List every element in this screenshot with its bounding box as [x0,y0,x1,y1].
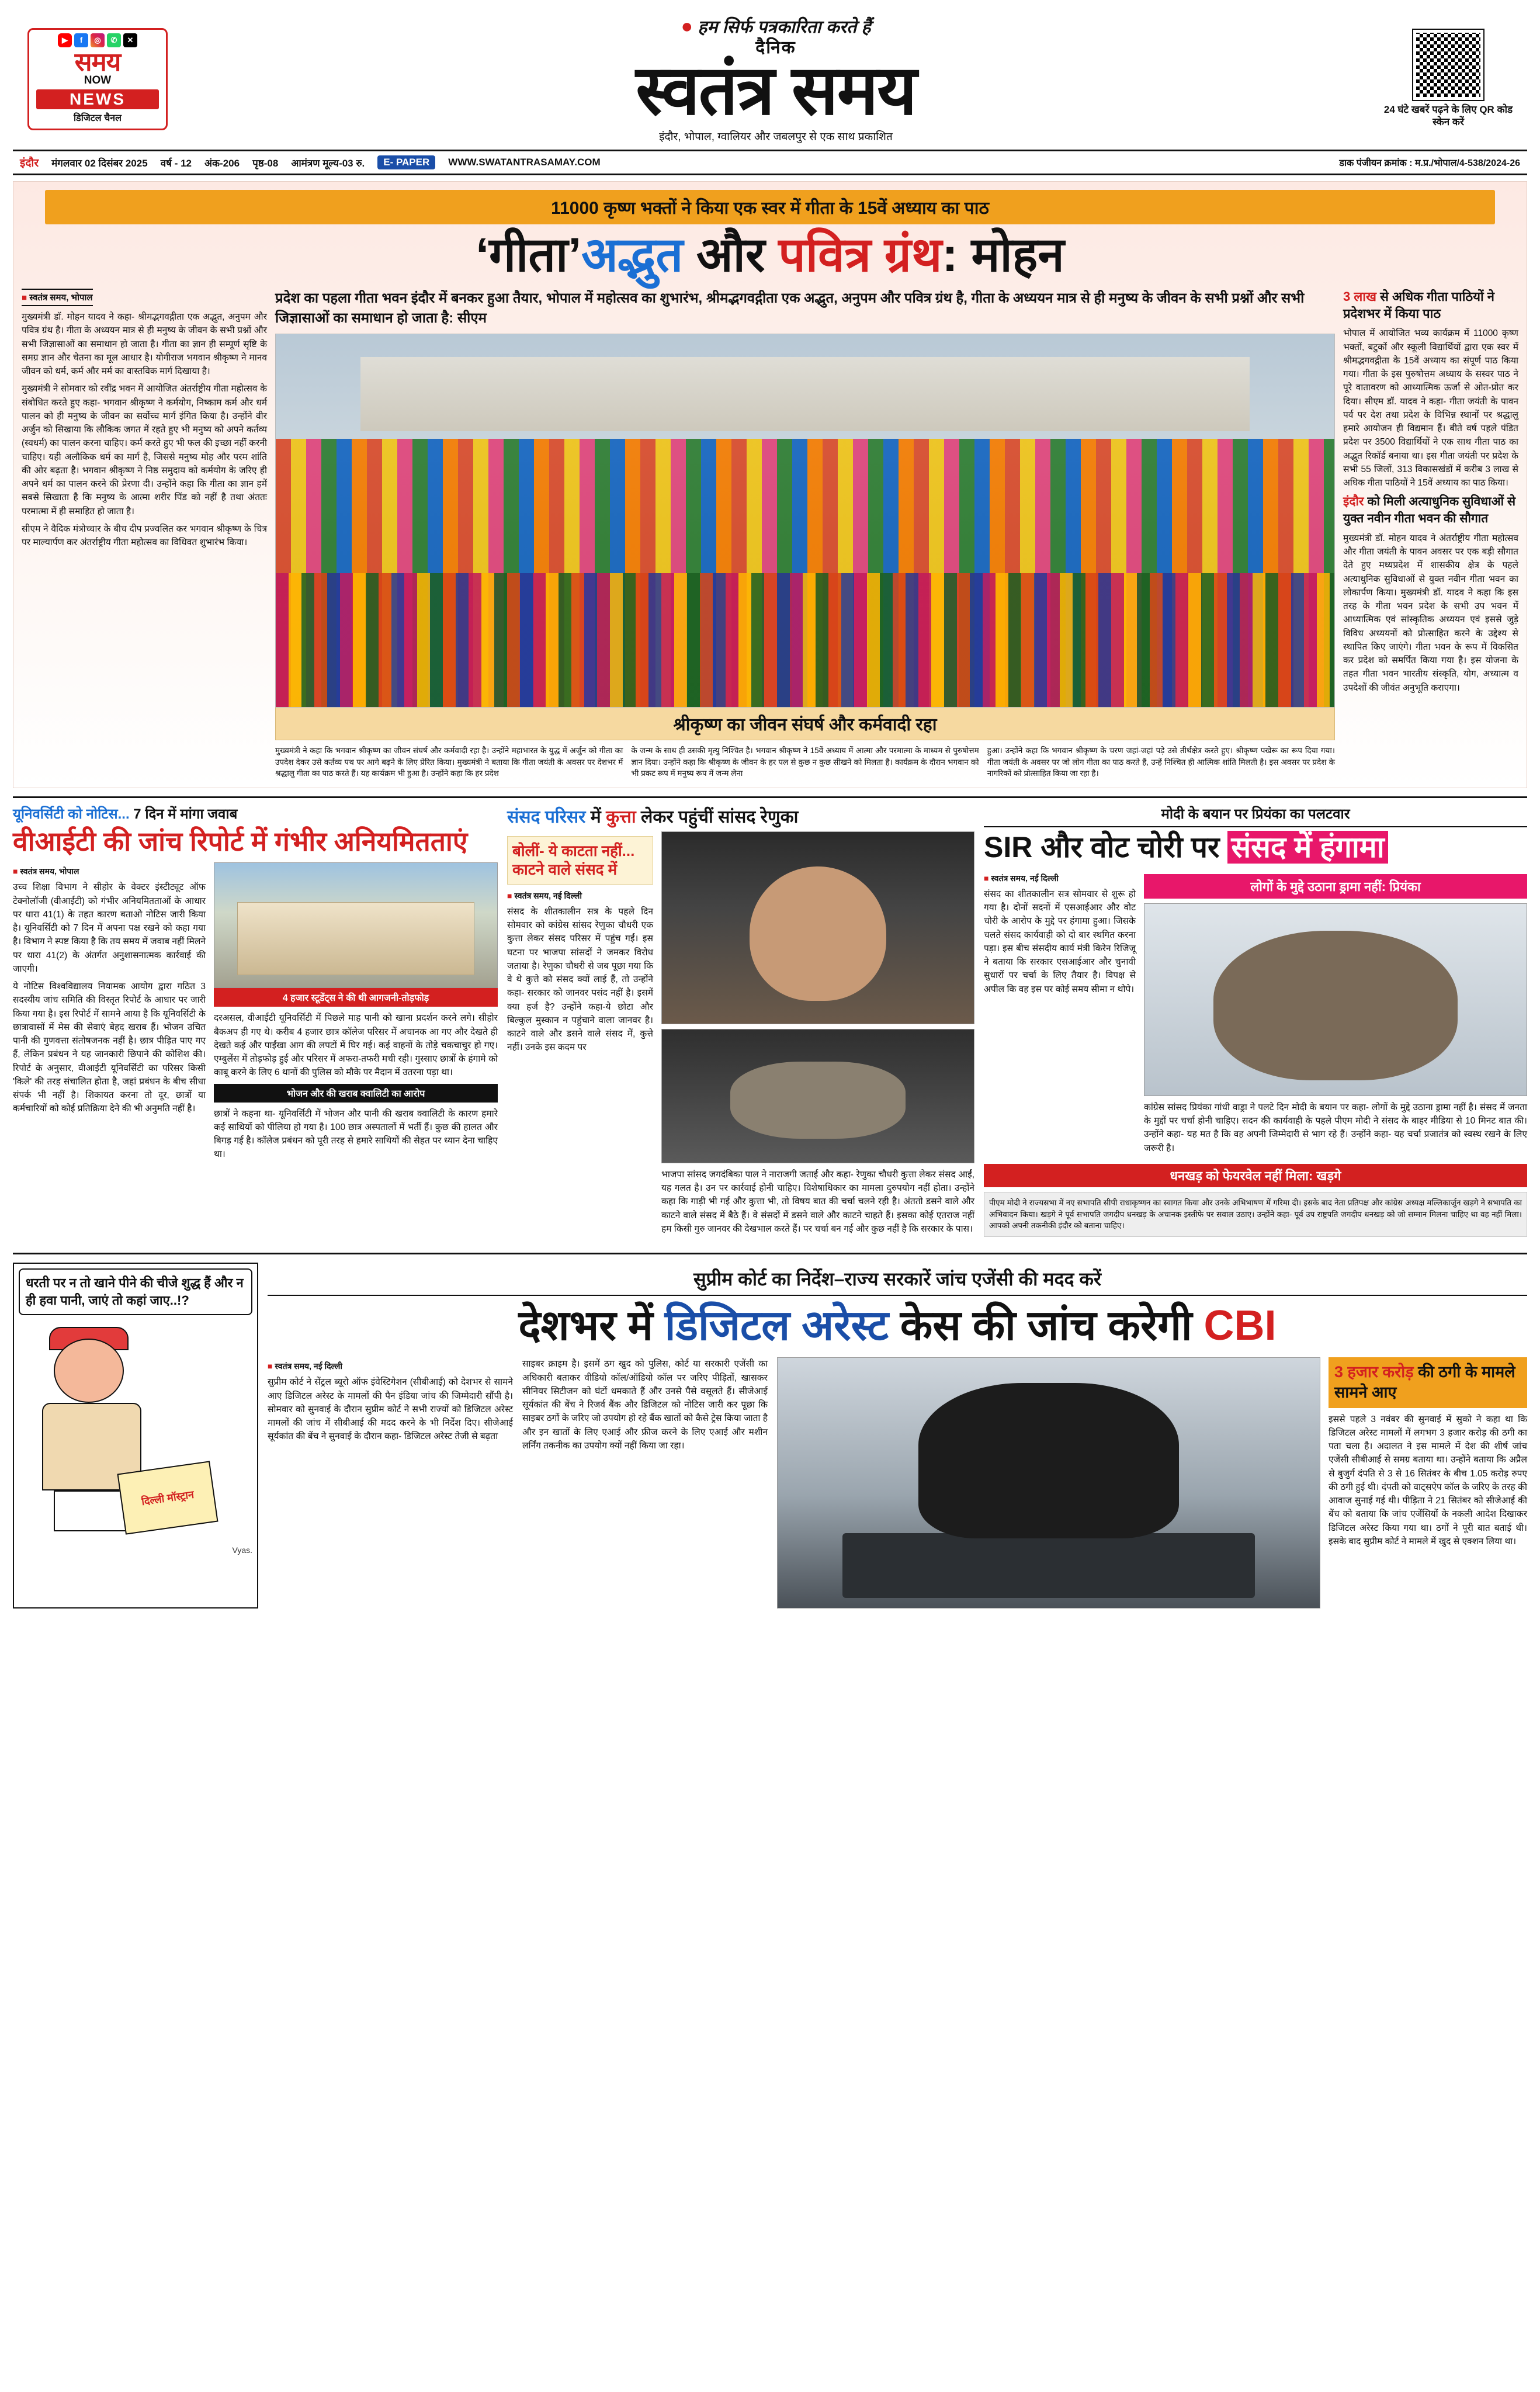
university-photo [214,862,498,988]
story-cbi-col-2 [522,1357,768,1608]
story-headline-part-2: और वोट चोरी पर [1032,830,1228,864]
lead-headline-part-1: ‘गीता’ [476,228,582,282]
lead-story [13,181,1527,788]
lead-headline-part-4: पवित्र ग्रंथ [778,228,942,282]
story-sir-parliament [984,804,1527,1244]
story-para: दरअसल, वीआईटी यूनिवर्सिटी में पिछले माह पानी को खाना प्रदर्शन करने लगे। सीहोर बैकअप ही गए थे। करीब 4 हजार छात्र कॉलेज परिसर में अचानक आ गए और देखते ही देखते कई और पाईंखा आग की लपटों में घिर गई। कई वाहनों के तोड़े चकचाचुर हो गए। एम्बुलेंस में तोड़फोड़ हुई और परिसर में अफरा-तफरी मची रही। गुस्साए छात्रों के हंगामे को काबू करने के लिए 6 थानों की पुलिस को मौके पर मैदान में उतरना पड़ा था। [214,1013,498,1078]
story-headline-part-4: CBI [1203,1302,1277,1350]
story-kicker-part-1: यूनिवर्सिटी को नोटिस... [13,806,130,822]
story-renuka-body [507,831,974,1240]
section-divider [13,796,1527,798]
logo-card [27,28,168,130]
story-headline [268,1303,1527,1349]
story-para: साइबर क्राइम है। इसमें ठग खुद को पुलिस, कोर्ट या सरकारी एजेंसी का अधिकारी बताकर वीडियो कॉल/ऑडियो कॉल पर जरिए पीड़ितों, खासकर सीनियर सिटीजन को घंटों धमकाते हैं और उनसे पैसे वसूलते हैं। सीजेआई सूर्यकांत की बेंच ने रिजर्व बैंक और डिजिटल को नोटिस जारी कर पूछा कि साइबर ठगों के जरिए जो उपयोग हो रहे बैंक खातों को कैसे ट्रेस किया जाता है और इन खातों के लिए एआई और फ्रीज करने के लिए एआई और मशीन लर्निंग तकनीक का उपयोग क्यों नहीं किया जा रहा। [522,1359,768,1451]
edition-city: इंदौर [20,157,39,169]
registration-number: डाक पंजीयन क्रमांक : म.प्र./भोपाल/4-538/2024-26 [1339,158,1520,168]
story-vit-body [13,862,498,1165]
lead-para: मुख्यमंत्री ने सोमवार को रवींद्र भवन में आयोजित अंतर्राष्ट्रीय गीता महोत्सव के संबोधित करते हुए कहा- भगवान श्रीकृष्ण ने कर्मयोग, निष्काम कर्म और धर्म पालन को ही मनुष्य के जीवन का सर्वोच्च मार्ग इंगित किया है। उन्होंने वीर अर्जुन को सिखाया कि लौकिक जगत में रहते हुए भी मनुष्य को अपने कर्तव्य (स्वधर्म) का पालन करना चाहिए। कर्म करते हुए भी फल की इच्छा नहीं करनी चाहिए। यही अलौकिक धर्म का मार्ग है, जिससे मनुष्य मोह और परम शांति की ओर बढ़ता है। भगवान श्रीकृष्ण ने निष्ठ समुदाय को कर्मयोग के जरिए ही अपने धर्म का पालन करने की प्रेरणा दी। उन्होंने कहा कि गीता का ज्ञान हमें सबसे सिखाता है कि मनुष्य के आत्मा शरीर पिंड को नहीं है तथा अंततः परमात्मा में ही समाहित हो जाता है। [22,384,267,516]
photo-caption-bar: 4 हजार स्टूडेंट्स ने की थी आगजनी-तोड़फोड़ [214,988,498,1007]
lead-photo-subtext-para: हुआ। उन्होंने कहा कि भगवान श्रीकृष्ण के चरण जहां-जहां पड़े उसे तीर्थक्षेत्र करते हुए। श्रीकृष्ण पखेरू का रूप दिया गया। गीता जयंती के अवसर पर जो लोग गीता का पाठ करते हैं, उन्हें निश्चित ही आत्मिक शांति मिलती है। इस अवसर पर प्रदेश के नागरिकों को प्रोत्साहित किया जा रहा है। [987,746,1335,778]
story-para: संसद का शीतकालीन सत्र सोमवार से शुरू हो गया है। दोनों सदनों में एसआईआर और वोट चोरी के आरोप के मुद्दे पर हंगामा हुआ। जिसके चलते संसद कार्यवाही को दो बार स्थगित करना पड़ा। इस बीच संसदीय कार्य मंत्री किरेन रिजिजू ने बताया कि सरकार एसआईआर और चुनावी सुधारों पर चर्चा के लिए तैयार है। विपक्ष से अपील कि वह इस पर कोई समय सीमा न थोपे। [984,889,1136,994]
lead-kicker-band: 11000 कृष्ण भक्तों ने किया एक स्वर में गीता के 15वें अध्याय का पाठ [45,190,1495,224]
lead-headline-part-3: और [683,228,779,282]
alert-caption-bar: भोजन और की खराब क्वालिटी का आरोप [214,1084,498,1103]
qr-block [1375,30,1521,129]
sub-band: लोगों के मुद्दे उठाना ड्रामा नहीं: प्रियंका [1144,874,1527,899]
story-cbi-sidebox [1329,1357,1527,1608]
story-kicker: मोदी के बयान पर प्रियंका का पलटवार [984,804,1527,827]
title-block [176,14,1375,144]
story-headline [984,831,1527,864]
lead-photo-subtext [275,745,1335,779]
lead-photo-caption: श्रीकृष्ण का जीवन संघर्ष और कर्मवादी रहा [275,708,1335,740]
cover-price: आमंत्रण मूल्य-03 रु. [291,157,365,169]
editorial-cartoon [13,1263,258,1608]
story-sir-body [984,869,1527,1159]
lead-headline [22,230,1518,280]
sidebox-subheadline-highlight: इंदौर [1343,495,1364,509]
pull-quote: बोलीं- ये काटता नहीं... काटने वाले संसद में [512,841,635,879]
lead-headline-part-2: अद्भुत [581,228,684,282]
byline: ■ स्वतंत्र समय, नई दिल्ली [984,873,1136,884]
sidebox-text: इससे पहले 3 नवंबर की सुनवाई में सुको ने कहा था कि डिजिटल अरेस्ट मामलों में लगभग 3 हजार करोड़ की ठगी का पता चला है। अदालत ने इस मामले में देश की शीर्ष जांच एजेंसी सीबीआई से समग्र बताया था। उन्होंने बताया कि अप्रैल से बुजुर्ग दंपति से 3 से 16 सितंबर के बीच 1.05 करोड़ रुपए की ठगी हुई थी। दंपती को वाट्सऐप कॉल के जरिए के तरह की आवाज सुनाई गई थी। पीड़िता ने 21 सितंबर को सीजेआई की बेंच को बताया कि जांच एजेंसियों के नकली आदेश दिखाकर डिजिटल अरेस्ट किया गया था। ठगों ने पूरी बात बताई थी। इसके बाद सुप्रीम कोर्ट ने मामले में खुद से एक्शन लिया था। [1329,1414,1527,1547]
story-cbi-col-1 [268,1357,513,1608]
cartoon-artwork [19,1321,252,1543]
sidebox-text: भोपाल में आयोजित भव्य कार्यक्रम में 11000 कृष्ण भक्तों, बटुकों और स्कूली विद्यार्थियों द्वारा एक स्वर में श्रीमद्भगवद्गीता के 15वें अध्याय का संपूर्ण पाठ किया गया। गीता के इस पुरुषोत्तम अध्याय के सस्वर पाठ ने पूरे वातावरण को आध्यात्मिक ऊर्जा से ओत-प्रोत कर दिया। सीएम डॉ. यादव ने कहा- गीता जयंती के पावन पर्व पर देश तथा प्रदेश के विभिन्न स्थानों पर श्रद्धालु हमारे आयोजन ही विद्यमान हैं। बीते वर्ष पहले पंडित प्रदेश पर 3500 विद्यार्थियों ने एक साथ गीता पाठ का अद्भुत रिकॉर्ड बनाया था। इस गीता जयंती पर प्रदेश के सभी 55 जिलों, 313 विकासखंडों में करीब 3 लाख से अधिक गीता पाठियों ने 15वें अध्याय का पाठ किया। [1343,328,1518,488]
arrest-photo-wrap [777,1357,1320,1608]
qr-caption: 24 घंटे खबरें पढ़ने के लिए QR कोड स्केन करें [1383,103,1513,127]
social-icons-row [32,33,164,47]
lead-headline-part-5: : मोहन [942,228,1064,282]
byline: ■ स्वतंत्र समय, भोपाल [13,866,206,877]
story-kicker-part-3: कुत्ता [606,807,636,827]
story-kicker [507,804,974,828]
digital-arrest-photo [777,1357,1320,1608]
story-kicker-part-2: में [585,807,606,827]
whatsapp-icon: ✆ [107,33,121,47]
info-bar-left [20,155,601,170]
story-cbi-right-wrap [777,1357,1527,1608]
lead-para: मुख्यमंत्री डॉ. मोहन यादव ने कहा- श्रीमद्भगवद्गीता एक अद्भुत, अनुपम और पवित्र ग्रंथ है। गीता के अध्ययन मात्र से ही मनुष्य के जीवन के सभी प्रश्नों और सभी जिज्ञासाओं का समाधान हो जाता है। गीता का ज्ञान ही सम्पूर्ण सृष्टि के समग्र ज्ञान और चेतना का मूल आधार है। योगीराज भगवान श्रीकृष्ण ने मानव जीवन को धर्म, कर्म और मर्म का वास्तविक मार्ग दिखाया है। [22,312,267,377]
secondary-stories [13,804,1527,1244]
youtube-icon: ▶ [58,33,72,47]
bottom-section [13,1263,1527,1608]
cartoon-legs [54,1490,130,1531]
lead-body [22,289,1518,779]
website-link[interactable]: WWW.SWATANTRASAMAY.COM [448,157,601,168]
story-kicker: सुप्रीम कोर्ट का निर्देश–राज्य सरकारें जांच एजेंसी की मदद करें [268,1263,1527,1296]
byline: ■ स्वतंत्र समय, नई दिल्ली [268,1361,513,1372]
story-para: संसद के शीतकालीन सत्र के पहले दिन सोमवार को कांग्रेस सांसद रेणुका चौधरी एक कुत्ता लेकर संसद परिसर में पहुंच गईं। इस घटना पर भाजपा सांसदों ने जमकर विरोध जताया है। रेणुका चौधरी से जब पूछा गया कि वे थे कुत्ते को संसद क्यों लाई हैं, तो उन्होंने कहा- सरकार को जानवर पसंद नहीं है। इसमें क्या हर्ज है? उन्होंने कहा-ये छोटा और बिल्कुल मुस्कान न पहुंचाने वाला जानवर है। काटने वाले और डसने वाले संसद में, कुत्ते नहीं। उनके इस कदम पर [507,906,653,1053]
handwritten-tagline-text: हम सिर्फ पत्रकारिता करते हैं [698,18,871,37]
story-renuka-right [661,831,974,1240]
story-kicker [13,804,498,823]
lead-photo-subtext-para: के जन्म के साथ ही उसकी मृत्यु निश्चित है। भगवान श्रीकृष्ण ने 15वें अध्याय में आत्मा और परमात्मा के माध्यम से पुरुषोत्तम ज्ञान दिया। उन्होंने कहा कि श्रीकृष्ण के जीवन के हर पल से कुछ न कुछ सीखने को मिलता है। कार्यक्रम के दौरान भगवान को भी प्रकट रूप में मनुष्य रूप में जन्म लेना [631,746,979,778]
page-count: पृष्ठ-08 [252,157,279,169]
story-vit [13,804,498,1244]
facebook-icon: f [74,33,88,47]
lead-para: सीएम ने वैदिक मंत्रोच्चार के बीच दीप प्रज्वलित कर भगवान श्रीकृष्ण के चित्र पर माल्यार्पण कर अंतर्राष्ट्रीय गीता महोत्सव का विधिवत शुभारंभ किया। [22,524,267,548]
sidebox-headline-rest: की ठगी के मामले सामने आए [1334,1363,1515,1402]
logo-news: NEWS [36,89,159,109]
logo-now: NOW [84,74,112,86]
cartoon-sign: दिल्ली मॉस्ट्रान [117,1461,218,1534]
epaper-button[interactable]: E- PAPER [377,155,435,169]
paper-kind: दैनिक [755,38,796,57]
byline: ■ स्वतंत्र समय, नई दिल्ली [507,890,653,902]
mp-portrait-photo [661,831,974,1024]
channel-logo [19,28,176,130]
story-para: कांग्रेस सांसद प्रियंका गांधी वाड्रा ने पलटे दिन मोदी के बयान पर कहा- लोगों के मुद्दे उठाना ड्रामा नहीं है। संसद में जनता के मुद्दों पर चर्चा होनी चाहिए। सदन की कार्यवाही के पहले पीएम मोदी ने संसद के बाहर मीडिया से 10 मिनट बात की। उन्होंने कहा- यह मत है कि वह अपनी जिम्मेदारी से भाग रहे हैं। उन्होंने कहा- यह चर्चा प्रजातंत्र को स्वस्थ रखने के लिए जरूरी है। [1144,1102,1527,1153]
photo-stage-area [360,357,1250,432]
cartoonist-signature: Vyas. [232,1545,252,1555]
story-headline-part-1: SIR [984,830,1033,864]
paper-strapline: इंदौर, भोपाल, ग्वालियर और जबलपुर से एक साथ प्रकाशित [659,131,893,143]
story-vit-photo-col [214,862,498,1165]
footer-note: पीएम मोदी ने राज्यसभा में नए सभापति सीपी राधाकृष्णन का स्वागत किया और उनके अभिभाषण में गरिमा दी। इसके बाद नेता प्रतिपक्ष और कांग्रेस अध्यक्ष मल्लिकार्जुन खड़गे ने सभापति का अभिवादन किया। खड़गे ने पूर्व सभापति जगदीप धनखड़ के अचानक इस्तीफे पर सवाल उठाए। उन्होंने कहा- पूर्व उप राष्ट्रपति जगदीप धनखड़ को जो सम्मान मिलना चाहिए था वह नहीं मिला। आपको अपनी तकनीकी इंदौर को बताना चाहिए। [984,1192,1527,1237]
lead-left-column [22,289,267,779]
story-headline-text: वीआईटी की जांच रिपोर्ट में गंभीर अनियमितताएं [13,826,468,857]
story-cbi-col-3 [777,1357,1527,1608]
twitter-icon: ✕ [123,33,137,47]
sidebox-headline [1329,1357,1527,1408]
page-title: स्वतंत्र समय [636,52,916,129]
cartoon-head [54,1339,124,1403]
story-para: भाजपा सांसद जगदंबिका पाल ने नाराजगी जताई और कहा- रेणुका चौधरी कुत्ता लेकर संसद आईं, यह गलत है। उन पर कार्रवाई होनी चाहिए। विशेषाधिकार का मामला दुरुपयोग नहीं होता। उन्होंने कहा कि गाड़ी भी गई और कुत्ता भी, तो विषय बात की चर्चा चलने रही है। अंततो डसने वाले और काटने वाले संसद में बैठे हैं। वे संसदों में डसने वाले और काटने चाहते हैं। इसका कोई एतराज नहीं हम किसी गुरु जानवर की देखभाल करते हैं। पर चर्चा बन गई और कुछ नहीं है कि सरकार के पास। [661,1169,974,1234]
story-kicker-part-2: 7 दिन में मांगा जवाब [133,806,238,822]
story-vit-text-col [13,862,206,1165]
sidebox-headline-highlight: 3 हजार करोड़ [1334,1363,1414,1381]
story-renuka [507,804,974,1244]
volume-year: वर्ष - 12 [160,157,192,169]
story-para: छात्रों ने कहना था- यूनिवर्सिटी में भोजन और पानी की खराब क्वालिटी के कारण हमारे कई साथियों को पीलिया हो गया है। 100 छात्र अस्पतालों में भर्ती हैं। कुछ की हालत और बिगड़ गई है। कॉलेज प्रबंधन को पूरी तरह से हमारे साथियों की सेहत पर ध्यान देना चाहिए था। [214,1108,498,1160]
story-kicker-part-1: संसद परिसर [507,807,586,827]
story-cbi-body [268,1357,1527,1608]
story-para: सुप्रीम कोर्ट ने सेंट्रल ब्यूरो ऑफ इंवेस्टिगेशन (सीबीआई) को देशभर से सामने आए डिजिटल अरेस्ट के मामलों की पैन इंडिया जांच की जिम्मेदारी सौंपी है। सोमवार को सुनवाई के दौरान सुप्रीम कोर्ट ने सभी राज्यों को डिजिटल अरेस्ट मामलों की जांच में सीबीआई की मदद करने के भी निर्देश दिए। सीजेआई सूर्यकांत की बेंच ने सुनवाई के दौरान कहा- डिजिटल अरेस्ट तेजी से बढ़ता [268,1377,513,1442]
sidebox-headline-highlight: 3 लाख [1343,289,1376,304]
lead-photo-subtext-para: मुख्यमंत्री ने कहा कि भगवान श्रीकृष्ण का जीवन संघर्ष और कर्मवादी रहा है। उन्होंने महाभारत के युद्ध में अर्जुन को गीता का उपदेश देकर उसे कर्तव्य पथ पर आगे बढ़ने के लिए प्रेरित किया। मुख्यमंत्री ने बताया कि गीता जयंती के अवसर पर देशभर में श्रद्धालु गीता का पाठ करते हैं। यह कार्यक्रम भी हुआ है। उन्होंने कहा कि हर प्रदेश [275,746,623,778]
logo-word: समय [74,47,121,77]
story-sir-left [984,869,1136,1159]
story-headline-part-1: देशभर में [518,1302,665,1350]
dog-photo [661,1029,974,1163]
footer-band: धनखड़ को फेयरवेल नहीं मिला: खड़गे [984,1164,1527,1187]
qr-code-icon [1413,30,1483,100]
photo-crowd-front [276,573,1334,708]
story-headline-part-3: संसद में हंगामा [1227,831,1388,864]
leader-photo [1144,903,1527,1096]
story-kicker-part-4: लेकर पहुंचीं सांसद रेणुका [636,807,799,827]
masthead [13,11,1527,145]
sidebox-subheadline [1343,494,1518,527]
story-headline-part-2: डिजिटल अरेस्ट [664,1302,889,1350]
section-divider [13,1253,1527,1254]
story-sir-right [1144,869,1527,1159]
story-para: ये नोटिस विश्वविद्यालय नियामक आयोग द्वारा गठित 3 सदस्यीय जांच समिति की विस्तृत रिपोर्ट के आधार पर जारी किया गया है। इस रिपोर्ट में सामने आया है कि यूनिवर्सिटी के छात्रावासों में मेस की सेवाएं बेहद खराब हैं। भोजन उचित पानी की गुणवत्ता संतोषजनक नहीं है। छात्र पीड़ित पाए गए हैं, लेकिन प्रबंधन ने यह जानकारी छिपाने की कोशिश की। रिपोर्ट के अनुसार, वीआईटी यूनिवर्सिटी का परिसर किसी 'किले' की तरह संचालित होता है, जहां प्रबंधन के बीच सीधा संपर्क भी नहीं है। शिकायत करना तो दूर, छात्रों या कर्मचारियों को कोई प्रतिक्रिया देने की भी अनुमति नहीं है। [13,982,206,1114]
sidebox-subheadline-rest: को मिली अत्याधुनिक सुविधाओं से युक्त नवीन गीता भवन की सौगात [1343,495,1516,525]
issue-number: अंक-206 [204,157,240,169]
sidebox-sub-text: मुख्यमंत्री डॉ. मोहन यादव ने अंतर्राष्ट्रीय गीता महोत्सव और गीता जयंती के पावन अवसर पर एक बड़ी सौगात देते हुए मध्यप्रदेश में शासकीय क्षेत्र के पहले अत्याधुनिक सुविधाओं से युक्त नवीन गीता भवन का लोकार्पण किया। मुख्यमंत्री डॉ. यादव ने कहा कि इस तरह के गीता भवन प्रदेश के सभी उप भवन में आध्यात्मिक एवं सांस्कृतिक अध्ययन एवं इससे जुड़े विविध अध्ययनों को प्रोत्साहित करने के उद्देश्य से स्थापित किए जाएंगे। गीता भवन के रूप में विकसित कर प्रदेश को समर्पित किया गया है। इस योजना के तहत गीता भवन भारतीय संस्कृति, योग, अध्यात्म व उपदेशों की जीवंत अनुभूति कराएगा। [1343,533,1518,693]
byline: ■ स्वतंत्र समय, भोपाल [22,289,93,306]
story-para: उच्च शिक्षा विभाग ने सीहोर के वेक्टर इंस्टीट्यूट ऑफ टेक्नोलॉजी (वीआईटी) को गंभीर अनियमितताओं के आधार पर धारा 41(1) के तहत कारण बताओ नोटिस जारी किया है। यूनिवर्सिटी को 7 दिन में अपना पक्ष रखने को कहा गया है। विभाग ने स्पष्ट किया है कि तय समय में जवाब नहीं मिलने पर धारा 41(2) के अंतर्गत अनुशासनात्मक कार्रवाई की जाएगी। [13,882,206,974]
lead-standfirst: प्रदेश का पहला गीता भवन इंदौर में बनकर हुआ तैयार, भोपाल में महोत्सव का शुभारंभ, श्रीमद्भगवद्गीता एक अद्भुत, अनुपम और पवित्र ग्रंथ है, गीता के अध्ययन मात्र से ही मनुष्य के जीवन के सभी प्रश्नों और सभी जिज्ञासाओं का समाधान हो जाता है: सीएम [275,290,1305,326]
issue-date: मंगलवार 02 दिसंबर 2025 [51,157,148,169]
lead-middle-column [275,289,1335,779]
story-headline [13,827,498,857]
instagram-icon: ◎ [91,33,105,47]
lead-photo [275,334,1335,708]
info-bar [13,150,1527,175]
cartoon-speech-bubble: धरती पर न तो खाने पीने की चीजे शुद्ध हैं और न ही हवा पानी, जाएं तो कहां जाए..!? [19,1268,252,1315]
red-dot-icon: ● [681,15,693,37]
story-cbi [268,1263,1527,1608]
story-renuka-left [507,831,653,1240]
sidebox-headline [1343,289,1518,322]
logo-subtitle: डिजिटल चैनल [74,113,122,123]
pull-quote-box [507,836,653,885]
story-headline-part-3: केस की जांच करेगी [888,1302,1204,1350]
lead-right-column [1343,289,1518,779]
sidebox-headline-rest: से अधिक गीता पाठियों ने प्रदेशभर में किया पाठ [1343,289,1494,321]
